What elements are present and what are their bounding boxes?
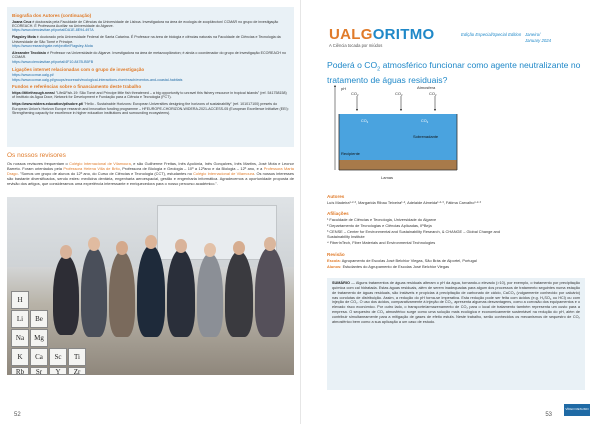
edition-label: Edição Especial/Special Edition (461, 32, 522, 37)
links-list (12, 73, 289, 82)
affiliation: ² Departamento de Tecnologias e Ciências Aplicadas, IPBeja (327, 223, 432, 228)
summary-box (327, 278, 585, 390)
element-tile: Ca (30, 348, 48, 366)
affiliations-heading: Afiliações (327, 211, 349, 216)
container-label: Recipiente (341, 151, 360, 156)
element-tile: Na (11, 329, 29, 347)
funding-link[interactable]: https://titlethrough.news/ (12, 90, 55, 95)
research-link[interactable]: https://www.ccmar.ualg.pt/ (12, 73, 54, 78)
element-tile: Rb (11, 367, 29, 375)
bio-heading: Biografia dos Autores (continuação) (12, 13, 92, 18)
supernatant-label: Sobrenadante (413, 134, 439, 139)
bio-entry: Flagsley Mota é doutorado pela Universidade Federal de Santa Catarina. É Professor na área de biologia e ciências naturais na Faculdade de Ciências e Tecnologia da Universidade de São Tomé e Príncipe. https://www.researchgate.net/profile/Flagsley-Mota (12, 35, 281, 49)
element-tile: Be (30, 310, 48, 328)
funding-heading: Fundos e referências sobre o financiamento deste trabalho (12, 84, 142, 90)
video-summary-badge[interactable]: VÍDEO RESUMO (564, 404, 590, 416)
article-title: Poderá o $CO_2$ atmosférico funcionar como agente neutralizante no tratamento de águas residuais? (327, 60, 581, 86)
element-tile: Y (49, 367, 67, 375)
review-heading: Revisão (327, 252, 345, 257)
affiliation: ³ CENSE – Center for Environmental and Sustainability Research, & CHANGE – Global Change and Sustainability Institute (327, 229, 501, 239)
page-number: 53 (545, 412, 552, 418)
atmosphere-label: Atmosfera (417, 85, 436, 90)
research-link[interactable]: https://www.ccmar.ualg.pt/groups/ecoreach/ecological-interactions-river/reach/eventos-and-coastal-habitats (12, 77, 183, 82)
sludge-label: Lamas (381, 175, 394, 180)
co2-sequestration-diagram (331, 82, 461, 190)
logo-tagline: A Ciência tocada por miúdos (329, 43, 383, 48)
element-tile: Sr (30, 367, 48, 375)
bio-link[interactable]: https://www.cienciavitae.pt/portal/DA1E-8E94-497A (12, 28, 94, 33)
co2-label: $CO_2$ (421, 119, 429, 124)
funding-link[interactable]: https://www.widera.education/pt/sobre.pt/ (12, 102, 84, 107)
review-school: Escola: Agrupamento de Escolas José Belchior Viegas, São Brás de Alportel, Portugal (327, 258, 477, 263)
authors-heading: Autores (327, 194, 345, 199)
element-tile: Zr (68, 367, 86, 375)
co2-label: $CO_2$ (395, 91, 403, 97)
bio-entry: Alexandre Teodósio é Professor na Universidade do Algarve. Investigadora na área de metazooplâncton; é ainda o coordenador do grupo de investigação ECOREACH no CCMAR. https://www.cienciavitae.pt/portal/4F10-847B-B5FB (12, 50, 287, 64)
element-tile: Sc (49, 348, 67, 366)
review-students: Alunos: Estudantes do Agrupamento de Escolas José Belchior Viegas (327, 264, 450, 269)
affiliation: ⁴ FiberInTech, Fiber Materials and Environmental Technologies (327, 240, 436, 245)
funding-entry: https://titlethrough.news/ "Life&Fish-19: São Tomé and Príncipe little fish threatened – a big opportunity to unravel this fishery resource in tropical islands" (ref. 541758158) of Instituto da Água Doce, Network for Development e Fundação para a Ciência e Tecnologia (FCT). (12, 90, 287, 100)
summary-text: — Alguns tratamentos de águas residuais alteram o pH da água, tornando-o elevado (>10), por exemplo, o tratamento por precipitação química com cal hidratada. Estas águas residuais, além de serem inadequadas para algum dos processos de tratamento seguintes numa estação de tratamento de águas residuais, são instáveis e propícias à precipitação de carbonato de cálcio, CaCO₃ (vulgarmente conhecido por calcário) nas condutas de distribuição. Assim, a redução do pH torna-se imperativa. Esta redução pode ser feita com ácidos (e.g. H₂SO₄ ou HCl) ou com injeção de CO₂. O uso dos ácidos, comparativamente à injeção de CO₂, apresenta algumas desvantagens, como a corrosão dos equipamentos e o elevado risco económico. Por outro lado, o transporte/armazenamento de CO₂ para o local de tratamento também representa um custo para a empresa. O sequestro de CO₂ atmosférico surge como uma solução mais ecológica e economicamente sustentável na redução do pH, além de contribuir simultaneamente para a mitigação de gases de efeito estufa. Neste trabalho, serão conhecidos os mecanismos de sequestro de CO₂ atmosférico bem como a sua aplicação a um caso de estudo. (332, 281, 580, 324)
right-page (300, 0, 600, 424)
ualgoritmo-logo: UALGORITMO A Ciência tocada por miúdos (329, 26, 435, 48)
element-tile: Ti (68, 348, 86, 366)
funding-entry: https://www.widera.education/pt/sobre.pt/ "Hello - Sustainable Horizons: European Universities designing the horizons of sustainability" (ref. 101017100) presets do European Union's Horizon Europe research and innovation funding programme – HFEUROPE-CHORIZON-WIDERA-2021-ACCESS-05 (European Excellence Initiative (EEI): Strengthening capacity for excellence in higher education institutions and surrounding ecosystems). (12, 102, 289, 116)
page-number: 52 (14, 412, 21, 418)
authors-list: Luís Madeira¹·²·³, Margarida Ribau Teixeira¹·², Adelaide Almeida¹·²·³, Fátima Carvalho¹·²·³ (327, 200, 481, 205)
bio-entry: Joana Cruz é doutorada pela Faculdade de Ciências da Universidade de Lisboa. Investigadora na área de ecologia de zooplâncton/ CCMAR no grupo de investigação ECOREACH. É Professora Auxiliar na Universidade do Algarve. https://www.cienciavitae.pt/portal/DA1E-8E94-497A (12, 19, 279, 33)
co2-label: $CO_2$ (361, 119, 369, 124)
element-tile: K (11, 348, 29, 366)
ph-axis-label: pH (341, 86, 347, 91)
co2-label: $CO_2$ (429, 91, 437, 97)
reviewers-text: Os nossos revisores frequentam o Colégio Internacional de Vilamoura, e são Guilherme Freitas, Inês Apolónia, Inês Gonçalves, Inês Martins, José Mota e Leonor Barreto. Foram orientados pela Professora Helena Villa de Brito, Professora de Biologia e Geologia – 10º a 12ºano e da Biologia – 12º ano, e a Professora Marta Drago. "Somos um grupo de alunos do 12º ano, do Curso de Ciências e Tecnologia (CCT), estudantes no Colégio Internacional de Vilamoura. Os nossos interesses são bastante diversificados, sendo estes: medicina dentária, engenharia aeroespacial, gestão e engenharia informática. Agradecemos a oportunidade proposta de revisão dos artigos, que consideramos uma experiência interessante e enriquecedora para o nosso percurso académico.". (7, 161, 294, 186)
element-tile: Li (11, 310, 29, 328)
links-heading: Ligações internet relacionadas com o grupo de investigação (12, 66, 145, 72)
element-tile: H (11, 291, 29, 309)
date-label: Janeiro/ January 2024 (525, 32, 552, 43)
affiliation: ¹ Faculdade de Ciências e Tecnologia, Universidade do Algarve (327, 217, 437, 222)
bio-link[interactable]: https://www.researchgate.net/profile/Flagsley-Mota (12, 44, 93, 49)
element-tile: Mg (30, 329, 48, 347)
reviewers-heading: Os nossos revisores (7, 152, 66, 159)
bio-link[interactable]: https://www.cienciavitae.pt/portal/4F10-847B-B5FB (12, 59, 94, 64)
author-bio-box (7, 7, 294, 147)
summary-label: SUMÁRIO (332, 281, 350, 285)
co2-label: $CO_2$ (351, 91, 359, 97)
reviewers-group-photo (7, 197, 294, 375)
